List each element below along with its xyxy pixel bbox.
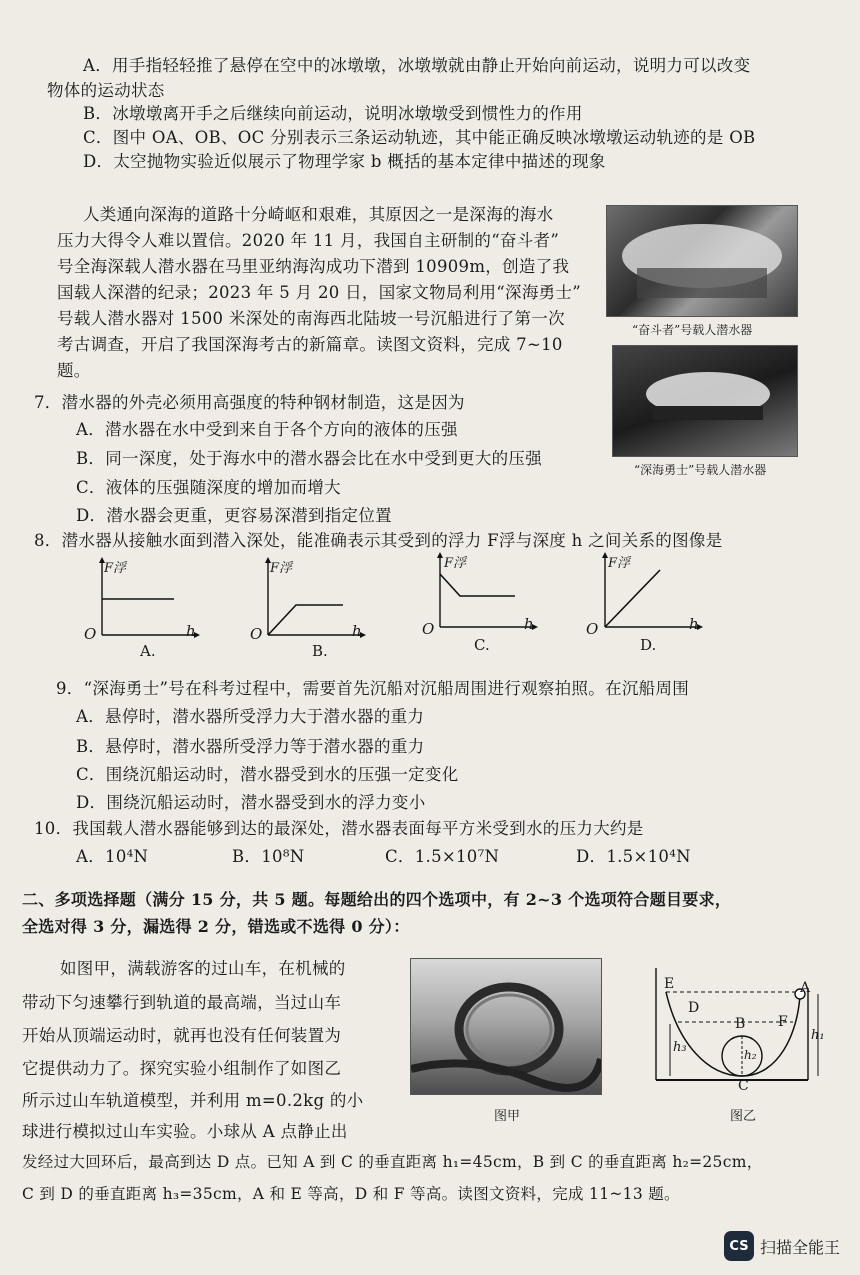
q7-option-c: C．液体的压强随深度的增加而增大 xyxy=(76,478,341,497)
passage2-line: C 到 D 的垂直距离 h₃=35cm，A 和 E 等高，D 和 F 等高。读图文资料，完成 11~13 题。 xyxy=(22,1185,680,1203)
q8-stem: 8．潜水器从接触水面到潜入深处，能准确表示其受到的浮力 F浮与深度 h 之间关系的图像是 xyxy=(34,531,723,550)
graph-b-origin: O xyxy=(250,625,263,643)
figure-yi-caption: 图乙 xyxy=(730,1109,757,1124)
passage2-line: 如图甲，满载游客的过山车，在机械的 xyxy=(60,959,346,978)
graph-a-x-label: h xyxy=(186,622,196,640)
graph-b xyxy=(248,555,368,655)
passage2-line: 所示过山车轨道模型，并利用 m=0.2kg 的小 xyxy=(22,1091,364,1110)
camscanner-icon: CS xyxy=(724,1231,754,1261)
section2-heading: 二、多项选择题（满分 15 分，共 5 题。每题给出的四个选项中，有 2~3 个选项符合题目要求， xyxy=(22,890,732,909)
graph-a-label: A. xyxy=(140,642,156,660)
graph-d-label: D. xyxy=(640,636,657,654)
passage1-line: 人类通向深海的道路十分崎岖和艰难，其原因之一是深海的海水 xyxy=(83,205,554,224)
graph-c-y-label: F浮 xyxy=(444,556,467,571)
q9-option-d: D．围绕沉船运动时，潜水器受到水的浮力变小 xyxy=(76,793,426,812)
q7-stem: 7．潜水器的外壳必须用高强度的特种钢材制造，这是因为 xyxy=(34,393,465,412)
passage1-line: 考古调查，开启了我国深海考古的新篇章。读图文资料，完成 7~10 xyxy=(57,335,563,354)
graph-d-origin: O xyxy=(586,620,599,638)
fendouzhe-photo xyxy=(606,205,798,317)
graph-a xyxy=(82,555,202,655)
q6-option-c: C．图中 OA、OB、OC 分别表示三条运动轨迹，其中能正确反映冰墩墩运动轨迹的是 OB xyxy=(83,128,756,147)
passage1-line: 国载人深潜的纪录；2023 年 5 月 20 日，国家文物局利用“深海勇士” xyxy=(57,283,581,302)
q9-option-a: A．悬停时，潜水器所受浮力大于潜水器的重力 xyxy=(76,707,425,726)
graph-b-x-label: h xyxy=(352,622,362,640)
q6-option-d: D．太空抛物实验近似展示了物理学家 b 概括的基本定律中描述的现象 xyxy=(83,152,606,171)
graph-d-y-label: F浮 xyxy=(608,556,631,571)
graph-d-x-label: h xyxy=(689,615,699,633)
q7-option-b: B．同一深度，处于海水中的潜水器会比在水中受到更大的压强 xyxy=(76,449,543,468)
q10-option-b: B．10⁸N xyxy=(232,847,305,866)
q9-option-c: C．围绕沉船运动时，潜水器受到水的压强一定变化 xyxy=(76,765,459,784)
shenhaiyongshi-caption: “深海勇士”号载人潜水器 xyxy=(634,463,767,477)
passage1-line: 号全海深载人潜水器在马里亚纳海沟成功下潜到 10909m，创造了我 xyxy=(57,257,570,276)
graph-a-origin: O xyxy=(84,625,97,643)
h3-label: h₃ xyxy=(673,1040,687,1055)
q9-stem: 9．“深海勇士”号在科考过程中，需要首先沉船对沉船周围进行观察拍照。在沉船周围 xyxy=(56,679,690,698)
section2-heading-cont: 全选对得 3 分，漏选得 2 分，错选或不选得 0 分）： xyxy=(22,917,410,936)
passage2-line: 带动下匀速攀行到轨道的最高端，当过山车 xyxy=(22,993,342,1012)
point-e-label: E xyxy=(664,976,675,992)
q6-option-b: B．冰墩墩离开手之后继续向前运动，说明冰墩墩受到惯性力的作用 xyxy=(83,104,583,123)
q9-option-b: B．悬停时，潜水器所受浮力等于潜水器的重力 xyxy=(76,737,425,756)
point-c-label: C xyxy=(738,1078,749,1094)
graph-b-label: B. xyxy=(312,642,328,660)
passage2-line: 开始从顶端运动时，就再也没有任何装置为 xyxy=(22,1026,342,1045)
q7-option-d: D．潜水器会更重，更容易深潜到指定位置 xyxy=(76,506,392,525)
q10-option-c: C．1.5×10⁷N xyxy=(385,847,500,866)
graph-b-y-label: F浮 xyxy=(270,561,293,576)
point-a-label: A xyxy=(800,980,811,996)
roller-coaster-photo xyxy=(410,958,602,1095)
point-f-label: F xyxy=(778,1014,788,1030)
passage2-line: 它提供动力了。探究实验小组制作了如图乙 xyxy=(22,1059,342,1078)
submersible-image xyxy=(607,206,797,316)
h2-label: h₂ xyxy=(744,1048,757,1062)
watermark-text: 扫描全能王 xyxy=(759,1237,840,1257)
h1-label: h₁ xyxy=(811,1028,825,1043)
passage2-line: 发经过大回环后，最高到达 D 点。已知 A 到 C 的垂直距离 h₁=45cm，B 到 C 的垂直距离 h₂=25cm， xyxy=(22,1153,763,1171)
q10-option-a: A．10⁴N xyxy=(76,847,149,866)
graph-c-x-label: h xyxy=(524,615,534,633)
graph-c-origin: O xyxy=(422,620,435,638)
graph-a-y-label: F浮 xyxy=(104,561,127,576)
q7-option-a: A．潜水器在水中受到来自于各个方向的液体的压强 xyxy=(76,420,458,439)
passage1-line: 题。 xyxy=(57,361,91,380)
q6-option-a-cont: 物体的运动状态 xyxy=(47,81,165,100)
passage1-line: 压力大得令人难以置信。2020 年 11 月，我国自主研制的“奋斗者” xyxy=(57,231,560,250)
passage2-line: 球进行模拟过山车实验。小球从 A 点静止出 xyxy=(22,1122,348,1141)
q6-option-a: A．用手指轻轻推了悬停在空中的冰墩墩，冰墩墩就由静止开始向前运动，说明力可以改变 xyxy=(83,56,751,75)
scanner-watermark xyxy=(724,1231,840,1261)
passage1-line: 号载人潜水器对 1500 米深处的南海西北陆坡一号沉船进行了第一次 xyxy=(57,309,565,328)
roller-coaster-image xyxy=(411,959,601,1094)
point-d-label: D xyxy=(688,1000,700,1016)
q10-option-d: D．1.5×10⁴N xyxy=(576,847,691,866)
q10-stem: 10．我国载人潜水器能够到达的最深处，潜水器表面每平方米受到水的压力大约是 xyxy=(34,819,644,838)
graph-c-label: C. xyxy=(474,636,490,654)
figure-jia-caption: 图甲 xyxy=(494,1109,521,1124)
fendouzhe-caption: “奋斗者”号载人潜水器 xyxy=(632,323,753,337)
submersible-image xyxy=(613,346,797,456)
point-b-label: B xyxy=(735,1016,746,1032)
shenhaiyongshi-photo xyxy=(612,345,798,457)
